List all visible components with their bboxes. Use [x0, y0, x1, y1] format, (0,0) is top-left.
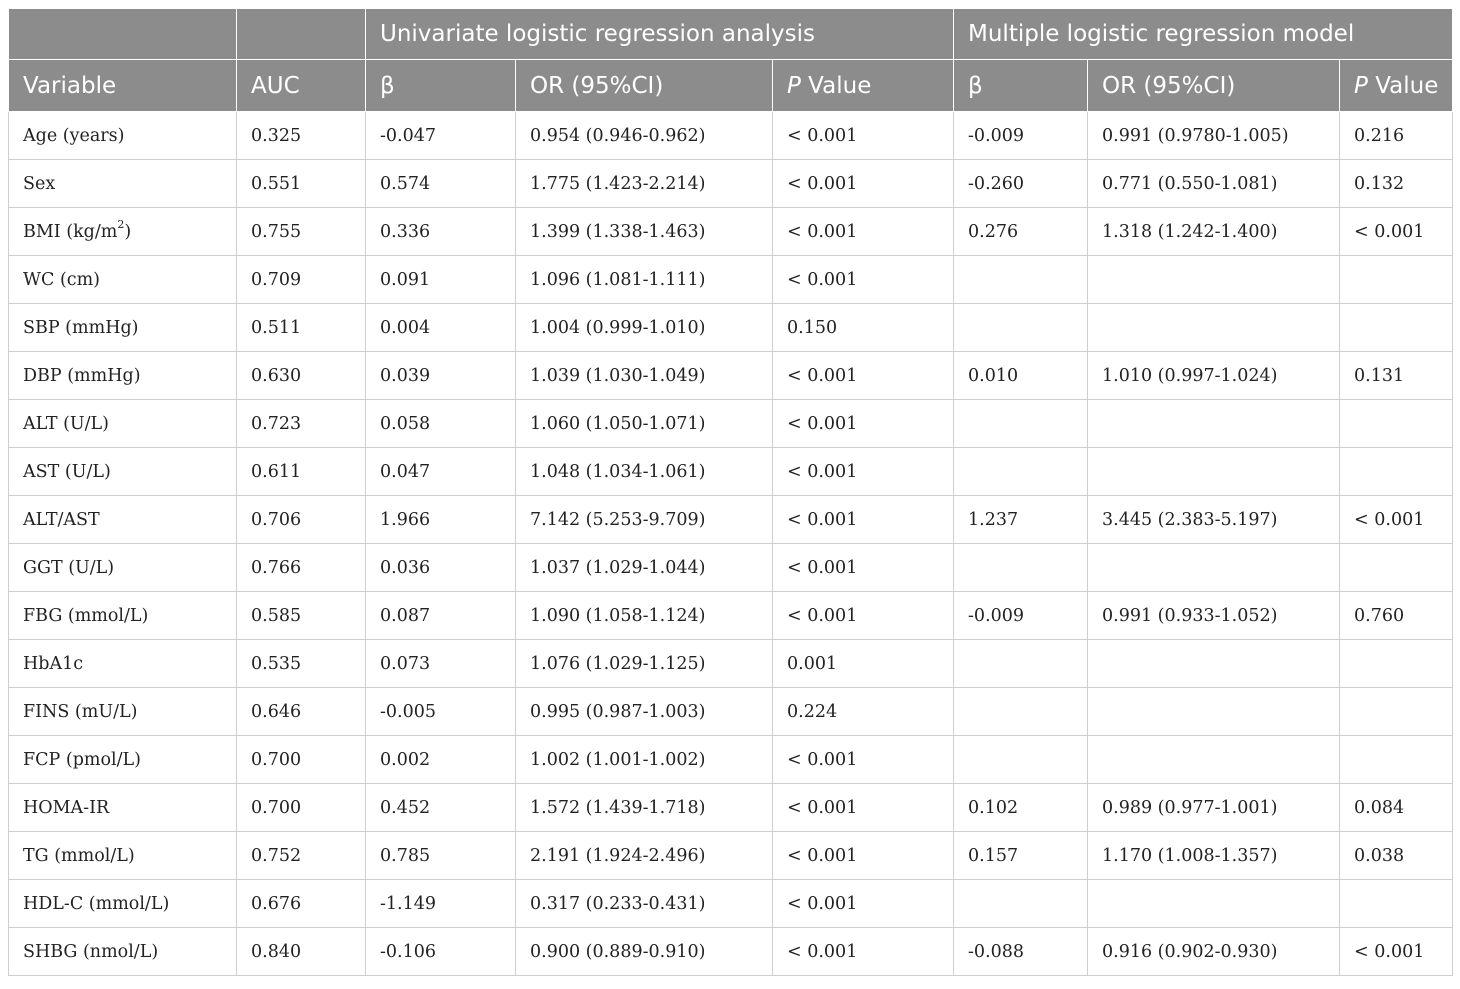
header-empty-cell: [9, 9, 237, 60]
cell-or-univariate: 1.002 (1.001-1.002): [516, 736, 773, 784]
header-group-univariate: Univariate logistic regression analysis: [366, 9, 954, 60]
cell-beta-univariate: 0.002: [366, 736, 516, 784]
header-empty-cell: [237, 9, 366, 60]
cell-or-univariate: 0.900 (0.889-0.910): [516, 928, 773, 976]
cell-p-multiple: < 0.001: [1340, 928, 1453, 976]
cell-p-multiple: 0.760: [1340, 592, 1453, 640]
cell-or-multiple: 3.445 (2.383-5.197): [1088, 496, 1340, 544]
table-row: [9, 880, 1453, 928]
header-or-multiple: OR (95%CI): [1088, 60, 1340, 112]
cell-auc: 0.755: [237, 208, 366, 256]
cell-beta-univariate: 0.058: [366, 400, 516, 448]
table-row: [9, 640, 1453, 688]
cell-auc: 0.706: [237, 496, 366, 544]
cell-variable-text: BMI (kg/m: [23, 221, 118, 242]
cell-beta-multiple: [954, 400, 1088, 448]
cell-or-univariate: 1.090 (1.058-1.124): [516, 592, 773, 640]
cell-beta-univariate: 0.336: [366, 208, 516, 256]
cell-beta-multiple: -0.088: [954, 928, 1088, 976]
cell-or-univariate: 0.995 (0.987-1.003): [516, 688, 773, 736]
cell-p-univariate: < 0.001: [773, 112, 954, 160]
cell-or-univariate: 1.039 (1.030-1.049): [516, 352, 773, 400]
cell-p-multiple: [1340, 880, 1453, 928]
cell-or-multiple: [1088, 880, 1340, 928]
cell-or-multiple: 0.989 (0.977-1.001): [1088, 784, 1340, 832]
cell-p-multiple: 0.216: [1340, 112, 1453, 160]
cell-variable: WC (cm): [9, 256, 237, 304]
header-auc: AUC: [237, 60, 366, 112]
table-row: [9, 928, 1453, 976]
cell-p-multiple: [1340, 640, 1453, 688]
cell-p-multiple: [1340, 544, 1453, 592]
cell-auc: 0.325: [237, 112, 366, 160]
cell-p-multiple: [1340, 400, 1453, 448]
cell-variable: FBG (mmol/L): [9, 592, 237, 640]
cell-or-univariate: 1.775 (1.423-2.214): [516, 160, 773, 208]
cell-or-univariate: 1.048 (1.034-1.061): [516, 448, 773, 496]
regression-table: [8, 8, 1453, 976]
cell-or-univariate: 1.572 (1.439-1.718): [516, 784, 773, 832]
cell-p-univariate: 0.001: [773, 640, 954, 688]
header-p-italic: P: [787, 72, 801, 99]
cell-variable: HbA1c: [9, 640, 237, 688]
header-p-italic: P: [1354, 72, 1368, 99]
cell-beta-univariate: -0.005: [366, 688, 516, 736]
cell-or-multiple: [1088, 304, 1340, 352]
header-group-multiple: Multiple logistic regression model: [954, 9, 1453, 60]
cell-variable: SBP (mmHg): [9, 304, 237, 352]
cell-or-multiple: [1088, 448, 1340, 496]
cell-p-univariate: < 0.001: [773, 256, 954, 304]
cell-beta-univariate: 0.087: [366, 592, 516, 640]
header-beta-multiple: β: [954, 60, 1088, 112]
cell-auc: 0.585: [237, 592, 366, 640]
cell-auc: 0.551: [237, 160, 366, 208]
cell-p-univariate: < 0.001: [773, 160, 954, 208]
cell-beta-univariate: 1.966: [366, 496, 516, 544]
table-row: [9, 544, 1453, 592]
cell-auc: 0.700: [237, 736, 366, 784]
cell-beta-univariate: 0.785: [366, 832, 516, 880]
table-row: [9, 784, 1453, 832]
table-row: [9, 592, 1453, 640]
cell-auc: 0.630: [237, 352, 366, 400]
cell-beta-univariate: -0.047: [366, 112, 516, 160]
cell-p-multiple: [1340, 304, 1453, 352]
cell-p-multiple: 0.084: [1340, 784, 1453, 832]
cell-or-multiple: [1088, 256, 1340, 304]
table-row: [9, 352, 1453, 400]
cell-beta-multiple: [954, 304, 1088, 352]
cell-or-univariate: 1.004 (0.999-1.010): [516, 304, 773, 352]
cell-beta-univariate: -0.106: [366, 928, 516, 976]
cell-beta-univariate: 0.574: [366, 160, 516, 208]
cell-variable-superscript: 2: [117, 217, 125, 231]
cell-beta-multiple: 1.237: [954, 496, 1088, 544]
cell-p-univariate: < 0.001: [773, 352, 954, 400]
cell-variable: TG (mmol/L): [9, 832, 237, 880]
cell-or-multiple: 1.318 (1.242-1.400): [1088, 208, 1340, 256]
cell-or-multiple: [1088, 400, 1340, 448]
cell-p-multiple: 0.131: [1340, 352, 1453, 400]
cell-variable: HDL-C (mmol/L): [9, 880, 237, 928]
cell-beta-univariate: 0.091: [366, 256, 516, 304]
cell-p-multiple: 0.038: [1340, 832, 1453, 880]
table-header: [9, 9, 1453, 112]
cell-auc: 0.709: [237, 256, 366, 304]
cell-p-univariate: < 0.001: [773, 208, 954, 256]
cell-or-multiple: [1088, 544, 1340, 592]
cell-or-multiple: 1.170 (1.008-1.357): [1088, 832, 1340, 880]
cell-p-univariate: < 0.001: [773, 496, 954, 544]
cell-or-multiple: [1088, 736, 1340, 784]
cell-variable: GGT (U/L): [9, 544, 237, 592]
cell-beta-multiple: [954, 448, 1088, 496]
header-or-univariate: OR (95%CI): [516, 60, 773, 112]
cell-auc: 0.840: [237, 928, 366, 976]
cell-variable: AST (U/L): [9, 448, 237, 496]
table-row: [9, 496, 1453, 544]
cell-p-multiple: [1340, 256, 1453, 304]
header-p-univariate: [773, 60, 954, 112]
cell-variable: FCP (pmol/L): [9, 736, 237, 784]
cell-or-univariate: 0.954 (0.946-0.962): [516, 112, 773, 160]
header-group-row: [9, 9, 1453, 60]
cell-p-multiple: < 0.001: [1340, 496, 1453, 544]
cell-variable: SHBG (nmol/L): [9, 928, 237, 976]
cell-auc: 0.611: [237, 448, 366, 496]
table-row: [9, 256, 1453, 304]
cell-beta-univariate: 0.452: [366, 784, 516, 832]
header-variable: Variable: [9, 60, 237, 112]
cell-or-univariate: 0.317 (0.233-0.431): [516, 880, 773, 928]
table-row: [9, 160, 1453, 208]
cell-or-multiple: 0.991 (0.933-1.052): [1088, 592, 1340, 640]
cell-beta-multiple: 0.010: [954, 352, 1088, 400]
cell-auc: 0.511: [237, 304, 366, 352]
table-row: [9, 736, 1453, 784]
cell-auc: 0.676: [237, 880, 366, 928]
cell-variable: [9, 208, 237, 256]
cell-p-univariate: < 0.001: [773, 448, 954, 496]
header-beta-univariate: β: [366, 60, 516, 112]
cell-or-multiple: 1.010 (0.997-1.024): [1088, 352, 1340, 400]
cell-beta-multiple: [954, 640, 1088, 688]
cell-p-univariate: < 0.001: [773, 928, 954, 976]
table-row: [9, 112, 1453, 160]
table-row: [9, 304, 1453, 352]
cell-p-univariate: < 0.001: [773, 400, 954, 448]
cell-beta-multiple: 0.102: [954, 784, 1088, 832]
cell-beta-multiple: 0.157: [954, 832, 1088, 880]
cell-auc: 0.700: [237, 784, 366, 832]
cell-p-univariate: < 0.001: [773, 832, 954, 880]
cell-or-univariate: 1.037 (1.029-1.044): [516, 544, 773, 592]
cell-auc: 0.646: [237, 688, 366, 736]
table-body: [9, 112, 1453, 976]
cell-or-multiple: 0.771 (0.550-1.081): [1088, 160, 1340, 208]
cell-or-univariate: 2.191 (1.924-2.496): [516, 832, 773, 880]
header-p-rest: Value: [1367, 72, 1439, 99]
cell-or-univariate: 1.076 (1.029-1.125): [516, 640, 773, 688]
cell-beta-multiple: [954, 880, 1088, 928]
cell-beta-univariate: 0.047: [366, 448, 516, 496]
cell-p-univariate: 0.150: [773, 304, 954, 352]
table-row: [9, 400, 1453, 448]
header-p-multiple: [1340, 60, 1453, 112]
cell-beta-multiple: [954, 256, 1088, 304]
cell-or-multiple: 0.991 (0.9780-1.005): [1088, 112, 1340, 160]
cell-or-univariate: 7.142 (5.253-9.709): [516, 496, 773, 544]
cell-p-multiple: < 0.001: [1340, 208, 1453, 256]
cell-p-univariate: < 0.001: [773, 880, 954, 928]
cell-or-univariate: 1.399 (1.338-1.463): [516, 208, 773, 256]
cell-beta-multiple: -0.009: [954, 112, 1088, 160]
cell-auc: 0.766: [237, 544, 366, 592]
table-row: [9, 688, 1453, 736]
header-p-rest: Value: [800, 72, 872, 99]
cell-or-univariate: 1.060 (1.050-1.071): [516, 400, 773, 448]
cell-beta-multiple: [954, 688, 1088, 736]
cell-or-multiple: 0.916 (0.902-0.930): [1088, 928, 1340, 976]
cell-p-univariate: < 0.001: [773, 592, 954, 640]
cell-beta-multiple: 0.276: [954, 208, 1088, 256]
cell-auc: 0.723: [237, 400, 366, 448]
table-row: [9, 832, 1453, 880]
cell-variable: Sex: [9, 160, 237, 208]
cell-or-univariate: 1.096 (1.081-1.111): [516, 256, 773, 304]
cell-or-multiple: [1088, 688, 1340, 736]
cell-p-univariate: < 0.001: [773, 784, 954, 832]
table-row: [9, 448, 1453, 496]
cell-or-multiple: [1088, 640, 1340, 688]
cell-variable: ALT (U/L): [9, 400, 237, 448]
cell-auc: 0.535: [237, 640, 366, 688]
cell-p-univariate: 0.224: [773, 688, 954, 736]
cell-p-multiple: [1340, 448, 1453, 496]
cell-variable: Age (years): [9, 112, 237, 160]
cell-variable: DBP (mmHg): [9, 352, 237, 400]
cell-variable: HOMA-IR: [9, 784, 237, 832]
header-column-row: [9, 60, 1453, 112]
cell-beta-multiple: -0.260: [954, 160, 1088, 208]
cell-variable-suffix: ): [124, 221, 132, 242]
cell-beta-multiple: [954, 544, 1088, 592]
cell-beta-multiple: [954, 736, 1088, 784]
cell-beta-univariate: 0.036: [366, 544, 516, 592]
cell-beta-multiple: -0.009: [954, 592, 1088, 640]
table-row: [9, 208, 1453, 256]
cell-p-univariate: < 0.001: [773, 544, 954, 592]
cell-beta-univariate: 0.073: [366, 640, 516, 688]
table-container: [8, 8, 1452, 976]
cell-variable: FINS (mU/L): [9, 688, 237, 736]
cell-p-univariate: < 0.001: [773, 736, 954, 784]
cell-p-multiple: [1340, 688, 1453, 736]
cell-beta-univariate: 0.039: [366, 352, 516, 400]
cell-p-multiple: 0.132: [1340, 160, 1453, 208]
cell-p-multiple: [1340, 736, 1453, 784]
cell-beta-univariate: -1.149: [366, 880, 516, 928]
cell-variable: ALT/AST: [9, 496, 237, 544]
cell-auc: 0.752: [237, 832, 366, 880]
cell-beta-univariate: 0.004: [366, 304, 516, 352]
